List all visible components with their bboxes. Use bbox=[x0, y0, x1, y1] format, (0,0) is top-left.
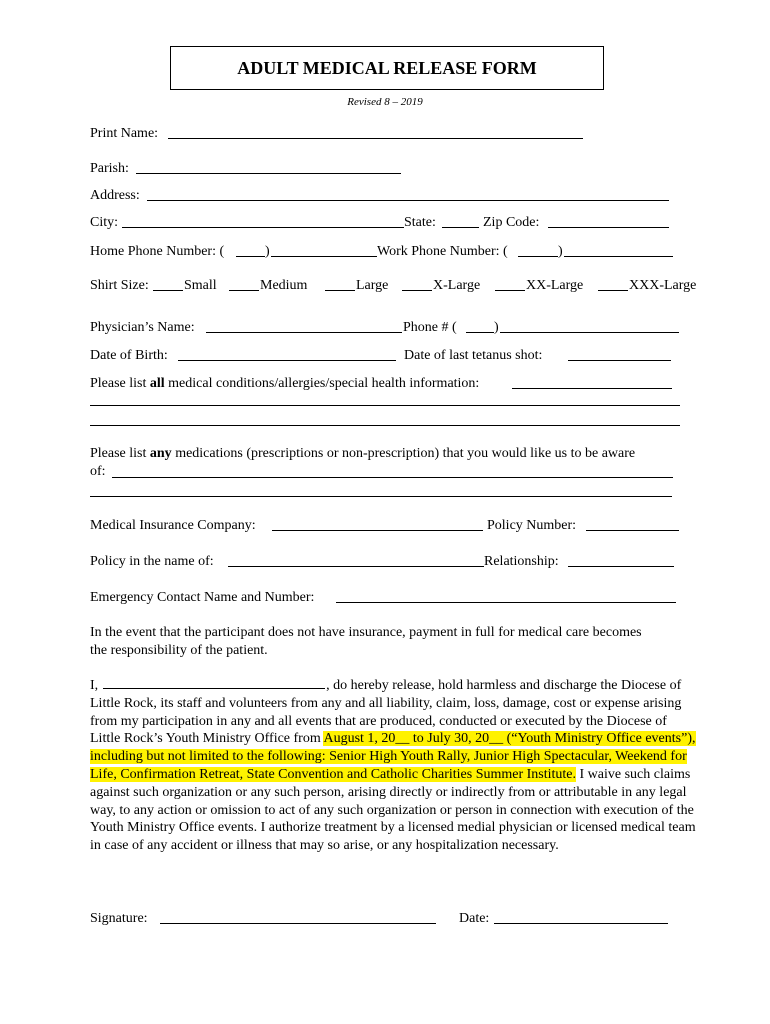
home-phone-label: Home Phone Number: ( bbox=[90, 244, 225, 259]
shirt-size-label: Shirt Size: bbox=[90, 278, 149, 293]
physician-phone-label: Phone # ( bbox=[403, 320, 457, 335]
policy-number-line[interactable] bbox=[586, 530, 679, 531]
shirt-xlarge-line[interactable] bbox=[402, 290, 432, 291]
print-name-line[interactable] bbox=[168, 138, 583, 139]
shirt-large-label: Large bbox=[356, 278, 389, 293]
release-text-1: , do hereby release, hold harmless and discharge the Diocese of Little Rock, its staff and volunteers from any and all liability, claim, loss, damage, cost or expense arising from my participation in any and all events that are produced, conducted or executed by the Diocese of Little Rock’s Youth Ministry Office from bbox=[90, 678, 682, 747]
medications-of-label: of: bbox=[90, 464, 106, 479]
insurance-notice: In the event that the participant does not have insurance, payment in full for medical care becomes the responsibility of the patient. bbox=[90, 625, 642, 658]
state-label: State: bbox=[404, 215, 436, 230]
tetanus-label: Date of last tetanus shot: bbox=[404, 348, 543, 363]
address-line[interactable] bbox=[147, 200, 669, 201]
medications-line-2[interactable] bbox=[90, 496, 672, 497]
city-line[interactable] bbox=[122, 227, 404, 228]
physician-line[interactable] bbox=[206, 332, 402, 333]
conditions-label bbox=[90, 375, 479, 392]
conditions-label-c: medical conditions/allergies/special health information: bbox=[164, 376, 480, 391]
form-title: ADULT MEDICAL RELEASE FORM bbox=[237, 58, 537, 78]
conditions-label-bold: all bbox=[149, 376, 165, 391]
medications-label bbox=[90, 445, 635, 462]
release-paragraph bbox=[90, 676, 700, 855]
state-line[interactable] bbox=[442, 227, 479, 228]
signature-label: Signature: bbox=[90, 911, 148, 926]
shirt-small-line[interactable] bbox=[153, 290, 183, 291]
release-highlight: August 1, 20__ to July 30, 20__ (“Youth Ministry Office events”), including but not limited to the following: Senior High Youth Rally, Junior High Spectacular, Weekend for Life, Confirmation Retreat, State Convention and Catholic Charities Summer Institute. bbox=[90, 731, 696, 782]
work-phone-line[interactable] bbox=[564, 256, 673, 257]
home-phone-line[interactable] bbox=[271, 256, 377, 257]
city-label: City: bbox=[90, 215, 119, 230]
relationship-label: Relationship: bbox=[484, 554, 559, 569]
medications-line-1[interactable] bbox=[112, 477, 673, 478]
policy-name-label: Policy in the name of: bbox=[90, 554, 214, 569]
shirt-xxxlarge-label: XXX-Large bbox=[629, 278, 697, 293]
conditions-line-2[interactable] bbox=[90, 405, 680, 406]
dob-line[interactable] bbox=[178, 360, 396, 361]
conditions-line-1[interactable] bbox=[512, 388, 672, 389]
release-text-2: I waive such claims against such organization or any such person, arising directly or indirectly from or attributable in any legal way, to any action or omission to act of any such organization or person in connection with execution of the Youth Ministry Office events. I authorize treatment by a licensed medial physician or licensed medical team in case of any accident or illness that may so arise, or any hospitalization necessary. bbox=[90, 766, 696, 854]
physician-phone-paren: ) bbox=[494, 320, 499, 335]
conditions-line-3[interactable] bbox=[90, 425, 680, 426]
shirt-small-label: Small bbox=[184, 278, 217, 293]
title-box bbox=[170, 46, 604, 90]
dob-label: Date of Birth: bbox=[90, 348, 168, 363]
policy-number-label: Policy Number: bbox=[487, 518, 577, 533]
medications-label-c: medications (prescriptions or non-prescription) that you would like us to be aware bbox=[171, 446, 636, 461]
policy-name-line[interactable] bbox=[228, 566, 484, 567]
date-line[interactable] bbox=[494, 923, 668, 924]
address-label: Address: bbox=[90, 188, 140, 203]
date-label: Date: bbox=[459, 911, 490, 926]
relationship-line[interactable] bbox=[568, 566, 674, 567]
home-phone-area-line[interactable] bbox=[236, 256, 265, 257]
shirt-xxlarge-line[interactable] bbox=[495, 290, 525, 291]
physician-phone-line[interactable] bbox=[500, 332, 679, 333]
shirt-xlarge-label: X-Large bbox=[433, 278, 481, 293]
physician-phone-area-line[interactable] bbox=[466, 332, 494, 333]
tetanus-line[interactable] bbox=[568, 360, 671, 361]
emergency-label: Emergency Contact Name and Number: bbox=[90, 590, 315, 605]
release-name-line[interactable] bbox=[103, 676, 325, 689]
emergency-line[interactable] bbox=[336, 602, 676, 603]
signature-line[interactable] bbox=[160, 923, 436, 924]
parish-label: Parish: bbox=[90, 161, 129, 176]
zip-line[interactable] bbox=[548, 227, 669, 228]
work-phone-paren: ) bbox=[558, 244, 563, 259]
home-phone-paren: ) bbox=[265, 244, 270, 259]
release-i-label: I, bbox=[90, 678, 99, 693]
medications-label-bold: any bbox=[149, 446, 172, 461]
work-phone-label: Work Phone Number: ( bbox=[377, 244, 508, 259]
revised-date: Revised 8 – 2019 bbox=[347, 96, 423, 108]
shirt-xxxlarge-line[interactable] bbox=[598, 290, 628, 291]
medications-label-a: Please list bbox=[90, 446, 150, 461]
zip-label: Zip Code: bbox=[483, 215, 540, 230]
shirt-xxlarge-label: XX-Large bbox=[526, 278, 584, 293]
shirt-medium-line[interactable] bbox=[229, 290, 259, 291]
conditions-label-a: Please list bbox=[90, 376, 150, 391]
physician-label: Physician’s Name: bbox=[90, 320, 195, 335]
shirt-medium-label: Medium bbox=[260, 278, 308, 293]
shirt-large-line[interactable] bbox=[325, 290, 355, 291]
parish-line[interactable] bbox=[136, 173, 401, 174]
insurance-company-label: Medical Insurance Company: bbox=[90, 518, 256, 533]
work-phone-area-line[interactable] bbox=[518, 256, 558, 257]
print-name-label: Print Name: bbox=[90, 126, 159, 141]
insurance-company-line[interactable] bbox=[272, 530, 483, 531]
